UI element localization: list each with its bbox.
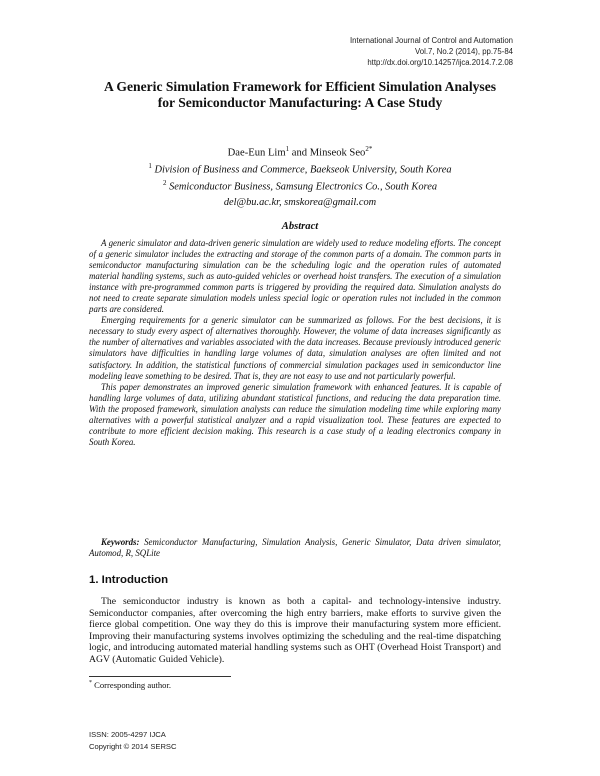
author-2: Minseok Seo xyxy=(309,147,366,159)
footnote-mark: * xyxy=(89,680,92,687)
affiliation-1-mark: 1 xyxy=(148,162,152,170)
title-line-2: for Semiconductor Manufacturing: A Case Study xyxy=(157,95,443,110)
affiliations xyxy=(60,160,540,194)
page-footer xyxy=(89,729,176,752)
footnote xyxy=(89,680,171,690)
abstract-paragraph-3: This paper demonstrates an improved generic simulation framework with enhanced features. It is capable of handling large volumes of data, utilizing abundant statistical functions, and reducing the data preparation time. With the proposed framework, simulation analysts can reduce the simulation modeling time while exploring many alternatives with a powerful statistical analyzer and a rapid visualization tool. These features are expected to contribute to more efficient decision making. This research is a case study of a leading electronics company in South Korea. xyxy=(89,381,501,447)
abstract-paragraph-2: Emerging requirements for a generic simulator can be summarized as follows. For the best decisions, it is necessary to study every aspect of alternatives thoroughly. However, the volume of data increases significantly as the number of alternatives and variables associated with the data increases. Because previously introduced generic simulators have difficulties in handling large volumes of data, simulation analyses are often limited and not satisfactory. In addition, the statistical functions of commercial simulation packages used in semiconductor line modeling leave something to be desired. That is, they are not easy to use and not particularly powerful. xyxy=(89,315,501,381)
author-1-mark: 1 xyxy=(285,145,290,153)
footnote-text: Corresponding author. xyxy=(92,680,172,690)
abstract-paragraph-1: A generic simulator and data-driven generic simulation are widely used to reduce modeling efforts. The concept of a generic simulator includes the extracting and storage of the common parts of a domain. The common parts in semiconductor manufacturing simulation can be the scheduling logic and the operation rules of automated material handling systems, such as auto-guided vehicles or overhead hoist transfers. The execution of a simulation instance with pre-programmed common parts is triggered by providing the required data. Simulation analysts do not need to create separate simulation models unless special logic or operation rules not included in the common parts are considered. xyxy=(89,238,501,315)
footer-copyright: Copyright © 2014 SERSC xyxy=(89,741,177,751)
affiliation-1-text: Division of Business and Commerce, Baekseok University, South Korea xyxy=(154,164,452,176)
abstract-heading: Abstract xyxy=(281,221,319,232)
journal-volume: Vol.7, No.2 (2014), pp.75-84 xyxy=(415,47,513,56)
author-1: Dae-Eun Lim xyxy=(227,147,286,159)
author-joiner: and xyxy=(289,147,310,159)
abstract-body xyxy=(89,238,501,448)
author-list xyxy=(60,145,540,159)
author-emails: del@bu.ac.kr, smskorea@gmail.com xyxy=(223,197,377,208)
paper-title xyxy=(60,79,540,111)
author-2-mark: 2* xyxy=(365,145,373,153)
affiliation-2-text: Semiconductor Business, Samsung Electronics Co., South Korea xyxy=(169,181,438,193)
journal-header xyxy=(350,35,513,68)
affiliation-1 xyxy=(60,160,540,177)
affiliation-2 xyxy=(60,177,540,194)
keywords xyxy=(89,537,501,559)
footnote-divider xyxy=(89,676,231,677)
affiliation-2-mark: 2 xyxy=(162,178,167,187)
keywords-text: Semiconductor Manufacturing, Simulation Analysis, Generic Simulator, Data driven simulator, Automod, R, SQLite xyxy=(89,537,501,559)
section-heading-introduction: 1. Introduction xyxy=(89,574,169,586)
introduction-paragraph: The semiconductor industry is known as both a capital- and technology-intensive industry. Semiconductor companies, after overcoming the high entry barriers, make efforts to survive given the fierce global competition. One way they do this is improve their manufacturing system more efficient. Improving their manufacturing systems involves optimizing the scheduling and the real-time dispatching logic, and introducing automated material handling systems such as OHT (Overhead Hoist Transport) and AGV (Automatic Guided Vehicle). xyxy=(89,596,501,665)
journal-doi[interactable]: http://dx.doi.org/10.14257/ijca.2014.7.2.08 xyxy=(367,58,513,67)
footer-issn: ISSN: 2005-4297 IJCA xyxy=(89,730,166,739)
journal-name: International Journal of Control and Automation xyxy=(350,36,513,45)
keywords-label: Keywords: xyxy=(101,537,140,547)
title-line-1: A Generic Simulation Framework for Efficient Simulation Analyses xyxy=(103,79,497,94)
